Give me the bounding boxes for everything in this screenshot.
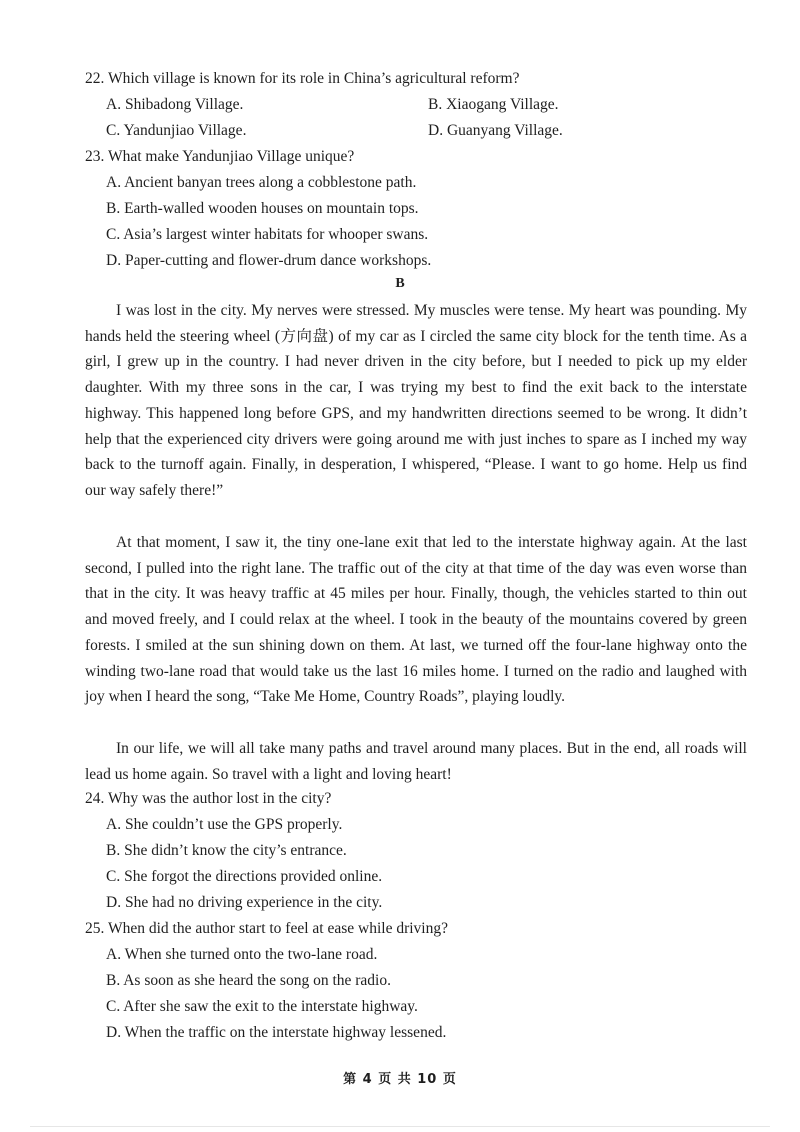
question-24-stem: 24. Why was the author lost in the city? [85, 790, 332, 807]
question-24-option-b: B. She didn’t know the city’s entrance. [106, 842, 347, 859]
question-23-option-d: D. Paper-cutting and flower-drum dance workshops. [106, 252, 432, 269]
question-22-option-c: C. Yandunjiao Village. [106, 122, 247, 139]
question-23-stem: 23. What make Yandunjiao Village unique? [85, 148, 355, 165]
question-22-option-b: B. Xiaogang Village. [428, 96, 559, 113]
question-22-stem: 22. Which village is known for its role in China’s agricultural reform? [85, 70, 520, 87]
section-heading: B [395, 276, 405, 291]
question-24-option-d: D. She had no driving experience in the city. [106, 894, 383, 911]
question-23-option-b: B. Earth-walled wooden houses on mountain tops. [106, 200, 419, 217]
passage-paragraph-2: At that moment, I saw it, the tiny one-lane exit that led to the interstate highway again. At the last second, I pulled into the right lane. The traffic out of the city at that time of the day was even worse than that in the city. It was heavy traffic at 45 miles per hour. Finally, though, the vehicles started to thin out and moved freely, and I could relax at the wheel. I took in the beauty of the mountains covered by green forests. I smiled at the sun shining down on them. At last, we turned off the four-lane highway onto the winding two-lane road that would take us the last 16 miles home. I turned on the radio and laughed with joy when I heard the song, “Take Me Home, Country Roads”, playing loudly. [85, 534, 747, 706]
question-25-option-d: D. When the traffic on the interstate highway lessened. [106, 1024, 447, 1041]
bottom-divider [30, 1126, 770, 1127]
question-25-option-c: C. After she saw the exit to the interstate highway. [106, 998, 418, 1015]
page-number-footer: 第 4 页 共 10 页 [343, 1072, 457, 1087]
question-23-option-a: A. Ancient banyan trees along a cobblestone path. [106, 174, 417, 191]
question-25-stem: 25. When did the author start to feel at ease while driving? [85, 920, 448, 937]
question-24-option-a: A. She couldn’t use the GPS properly. [106, 816, 343, 833]
question-23-option-c: C. Asia’s largest winter habitats for whooper swans. [106, 226, 429, 243]
question-25-option-a: A. When she turned onto the two-lane road. [106, 946, 378, 963]
question-22-option-d: D. Guanyang Village. [428, 122, 563, 139]
question-22-option-a: A. Shibadong Village. [106, 96, 244, 113]
question-24-option-c: C. She forgot the directions provided online. [106, 868, 383, 885]
question-25-option-b: B. As soon as she heard the song on the radio. [106, 972, 391, 989]
passage-paragraph-3: In our life, we will all take many paths and travel around many places. But in the end, all roads will lead us home again. So travel with a light and loving heart! [85, 740, 747, 783]
passage-paragraph-1: I was lost in the city. My nerves were stressed. My muscles were tense. My heart was pounding. My hands held the steering wheel (方向盘) of my car as I circled the same city block for the tenth time. As a girl, I grew up in the country. I had never driven in the city before, but I needed to pick up my elder daughter. With my three sons in the car, I was trying my best to find the exit back to the interstate highway. This happened long before GPS, and my handwritten directions seemed to be wrong. It didn’t help that the experienced city drivers were going around me with just inches to spare as I inched my way back to the turnoff again. Finally, in desperation, I whispered, “Please. I want to go home. Help us find our way safely there!” [85, 302, 747, 499]
